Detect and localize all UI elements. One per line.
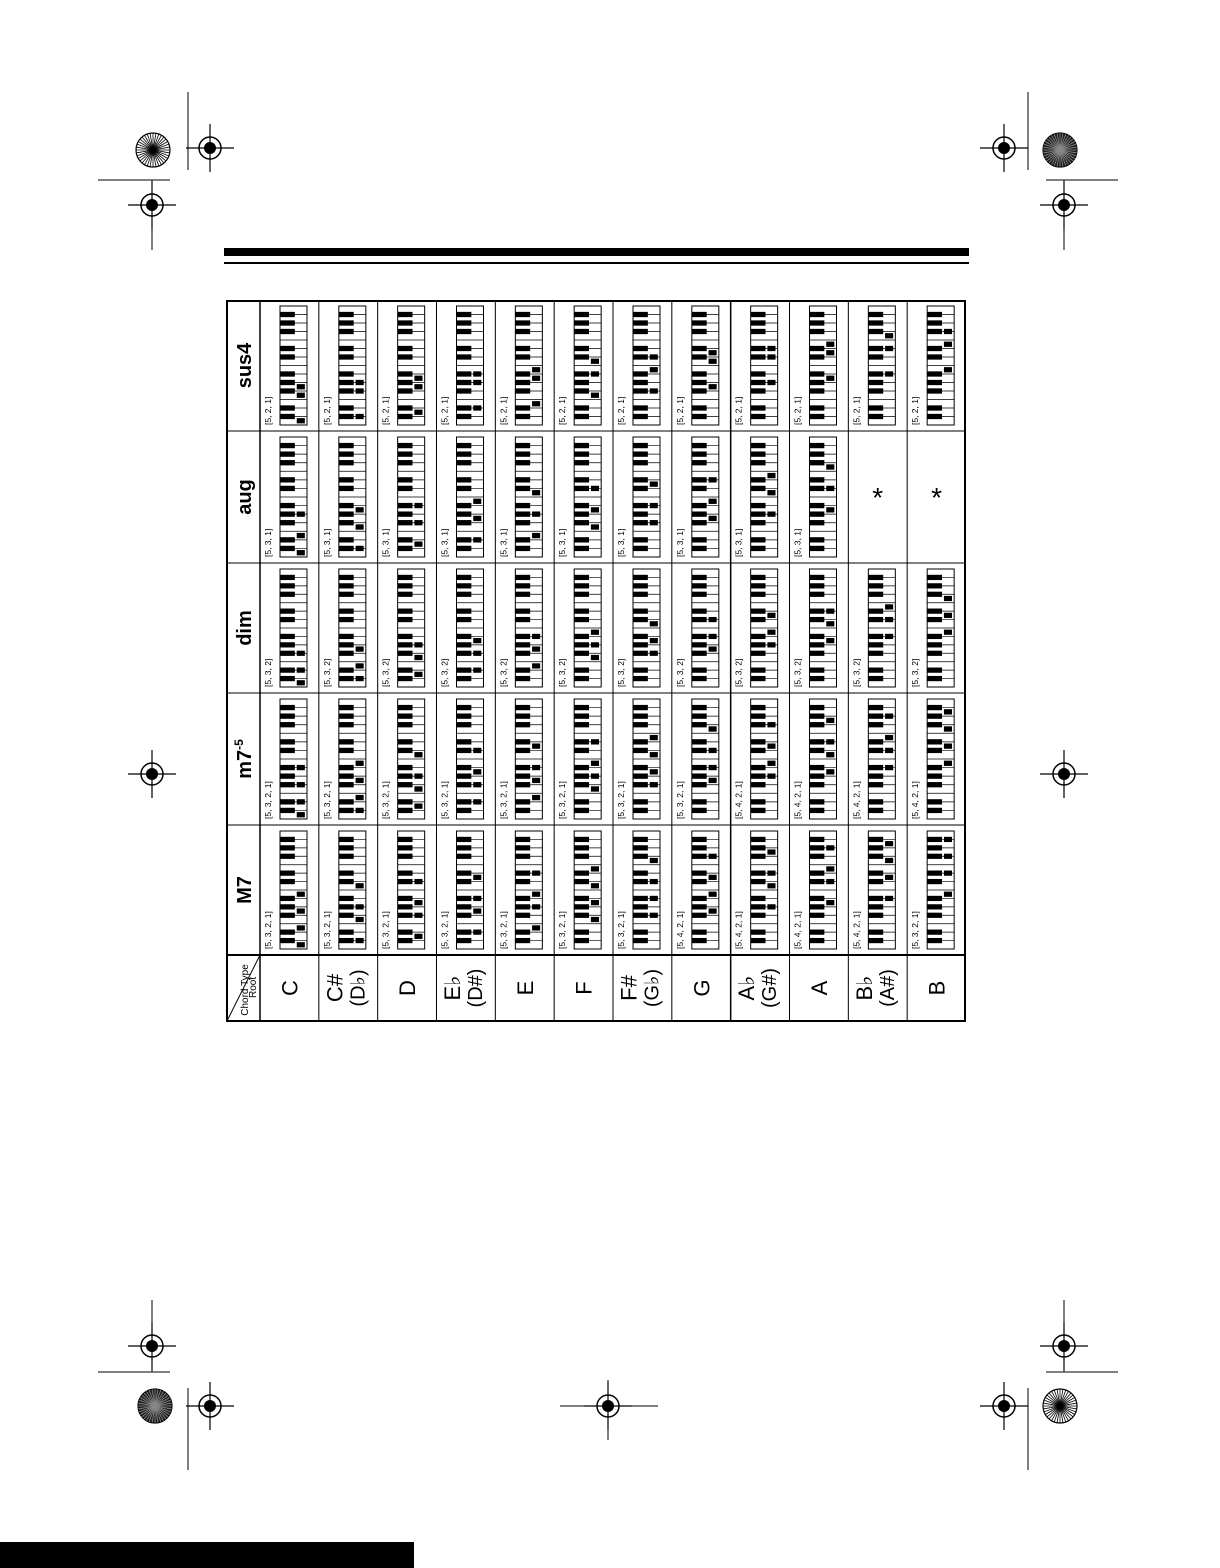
root-name: C# xyxy=(322,973,348,1003)
fingering-label: [5, 2, 1] xyxy=(557,396,568,425)
root-name: B xyxy=(924,980,950,996)
fingering-label: [5, 2, 1] xyxy=(616,396,626,425)
fingering-label: [5, 3, 1] xyxy=(380,528,391,557)
column-header-main: M7 xyxy=(234,876,256,904)
root-name: G xyxy=(689,979,715,997)
fingering-label: [5, 4, 2, 1] xyxy=(733,781,744,819)
fingering-label: [5, 3, 2, 1] xyxy=(557,911,568,949)
fingering-label: [5, 2, 1] xyxy=(321,396,332,425)
fingering-label: [5, 3, 2] xyxy=(616,658,626,687)
corner-chord-type-label: Chord Type xyxy=(240,964,251,1016)
fingering-label: [5, 3, 2, 1] xyxy=(439,911,450,949)
fingering-label: [5, 2, 1] xyxy=(380,396,391,425)
target-bottom-left xyxy=(186,1382,234,1430)
root-alt-name: (A#) xyxy=(876,969,899,1007)
starburst-bottom-right xyxy=(1043,1389,1077,1423)
fingering-label: [5, 2, 1] xyxy=(851,396,862,425)
column-header-main: m7 xyxy=(234,749,256,779)
fingering-label: [5, 3, 2, 1] xyxy=(321,911,332,949)
not-available-mark: * xyxy=(872,482,884,513)
fingering-label: [5, 3, 2] xyxy=(674,658,685,687)
fingering-label: [5, 3, 2, 1] xyxy=(498,911,509,949)
fingering-label: [5, 3, 2, 1] xyxy=(380,911,391,949)
root-name: B♭ xyxy=(851,975,877,1001)
fingering-label: [5, 3, 1] xyxy=(733,528,744,557)
root-alt-name: (G♭) xyxy=(641,968,664,1008)
fingering-label: [5, 2, 1] xyxy=(498,396,509,425)
target-top-left xyxy=(186,124,234,172)
fingering-label: [5, 3, 2, 1] xyxy=(616,781,626,819)
fingering-label: [5, 3, 2] xyxy=(263,658,273,687)
column-header-main: aug xyxy=(234,479,256,515)
fingering-label: [5, 4, 2, 1] xyxy=(792,911,803,949)
fingering-label: [5, 3, 2, 1] xyxy=(380,781,391,819)
target-bottom-right xyxy=(980,1382,1028,1430)
fingering-label: [5, 3, 2, 1] xyxy=(263,911,273,949)
fingering-label: [5, 3, 2] xyxy=(321,658,332,687)
corner-root-label: Root xyxy=(248,976,259,998)
fingering-label: [5, 3, 2] xyxy=(733,658,744,687)
bottom-bar xyxy=(0,1542,414,1568)
not-available-mark: * xyxy=(931,482,943,513)
fingering-label: [5, 3, 2, 1] xyxy=(498,781,509,819)
column-header-main: dim xyxy=(234,610,256,646)
fingering-label: [5, 3, 2, 1] xyxy=(616,911,626,949)
fingering-label: [5, 3, 2, 1] xyxy=(910,911,921,949)
target-left-upper xyxy=(128,181,176,229)
root-alt-name: (D♭) xyxy=(347,969,370,1007)
fingering-label: [5, 3, 2, 1] xyxy=(557,781,568,819)
root-name: C xyxy=(277,980,303,996)
fingering-label: [5, 3, 2, 1] xyxy=(674,781,685,819)
root-alt-name: (D#) xyxy=(464,968,487,1008)
fingering-label: [5, 4, 2, 1] xyxy=(792,781,803,819)
fingering-label: [5, 3, 1] xyxy=(439,528,450,557)
root-alt-name: (G#) xyxy=(759,968,782,1008)
fingering-label: [5, 3, 1] xyxy=(263,528,273,557)
fingering-label: [5, 4, 2, 1] xyxy=(733,911,744,949)
target-right-middle xyxy=(1040,750,1088,798)
fingering-label: [5, 3, 2, 1] xyxy=(263,781,273,819)
fingering-label: [5, 3, 1] xyxy=(557,528,568,557)
starburst-bottom-left xyxy=(138,1389,172,1423)
fingering-label: [5, 3, 2] xyxy=(557,658,568,687)
fingering-label: [5, 3, 2, 1] xyxy=(439,781,450,819)
fingering-label: [5, 3, 1] xyxy=(321,528,332,557)
root-name: E♭ xyxy=(439,975,465,1001)
fingering-label: [5, 2, 1] xyxy=(439,396,450,425)
fingering-label: [5, 4, 2, 1] xyxy=(851,781,862,819)
target-right-lower xyxy=(1040,1322,1088,1370)
fingering-label: [5, 3, 2, 1] xyxy=(321,781,332,819)
fingering-label: [5, 3, 2] xyxy=(851,658,862,687)
fingering-label: [5, 3, 1] xyxy=(616,528,626,557)
target-left-middle xyxy=(128,750,176,798)
root-name: F xyxy=(571,981,597,995)
starburst-top-left xyxy=(136,133,170,167)
root-name: A♭ xyxy=(734,975,760,1001)
column-header-main: sus4 xyxy=(234,342,256,389)
starburst-top-right xyxy=(1043,133,1077,167)
fingering-label: [5, 4, 2, 1] xyxy=(674,911,685,949)
fingering-label: [5, 3, 2] xyxy=(792,658,803,687)
fingering-label: [5, 2, 1] xyxy=(263,396,273,425)
fingering-label: [5, 4, 2, 1] xyxy=(910,781,921,819)
target-left-lower xyxy=(128,1322,176,1370)
fingering-label: [5, 2, 1] xyxy=(910,396,921,425)
fingering-label: [5, 2, 1] xyxy=(733,396,744,425)
fingering-label: [5, 3, 2] xyxy=(498,658,509,687)
fingering-label: [5, 2, 1] xyxy=(674,396,685,425)
fingering-label: [5, 3, 2] xyxy=(910,658,921,687)
fingering-label: [5, 3, 1] xyxy=(674,528,685,557)
fingering-label: [5, 3, 2] xyxy=(380,658,391,687)
column-header-sup: -5 xyxy=(232,739,246,750)
root-name: F# xyxy=(616,975,642,1001)
fingering-label: [5, 3, 1] xyxy=(498,528,509,557)
fingering-label: [5, 4, 2, 1] xyxy=(851,911,862,949)
fingering-label: [5, 3, 2] xyxy=(439,658,450,687)
root-name: E xyxy=(512,980,538,996)
target-top-right xyxy=(980,124,1028,172)
root-name: D xyxy=(395,980,421,996)
root-name: A xyxy=(806,980,832,996)
fingering-label: [5, 2, 1] xyxy=(792,396,803,425)
fingering-label: [5, 3, 1] xyxy=(792,528,803,557)
target-right-upper xyxy=(1040,181,1088,229)
